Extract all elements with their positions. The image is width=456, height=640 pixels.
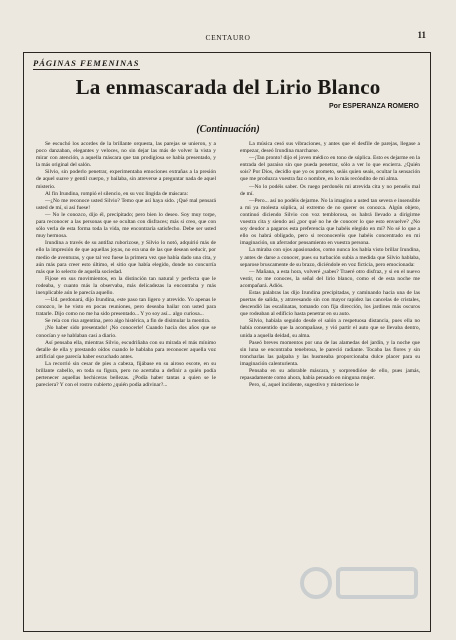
- paragraph: La música cesó sus vibraciones, y antes que el desfile de parejas, llegase a empezar, deseó Irundina marcharse.: [240, 141, 420, 155]
- paragraph: Pensaba en su adorable máscara, y sorprendióse de ello, pues jamás, repasadamente como ahora, había pensado en ninguna mujer.: [240, 368, 420, 382]
- paragraph: Fijose en sus movimientos, en la distinción tan natural y perfecta que le rodeaba, y cuanto más la observaba, más delicadezas la encontraba y más inexplicable aún le parecía aquello.: [36, 275, 216, 296]
- paragraph: —No lo podéis saber. Os ruego perdonéis mi atrevida cita y no penséis mal de mí.: [240, 183, 420, 197]
- paragraph: — No le conozco, dijo él, precipitado; pero bien lo deseo. Soy muy torpe, para reconocer a las personas que se ocultan con disfraces; más si creo, que con sólo verla de esta forma toda la vida, me encontraría satisfecho. Debe ser usted muy hermosa.: [36, 211, 216, 240]
- article-byline: Por ESPERANZA ROMERO: [329, 103, 419, 110]
- paragraph: —¡Tan pronto! dijo el joven médico en tono de súplica. Esto es dejarme en la entrada del paraíso sin que pueda penetrar, sólo a ver lo que encierra. ¿Quién sois? Por Dios, decidlo que yo os prometo, seáis quien seais, ocultar la sensación que me produzca vuestra faz o nombre, en lo más recóndito de mi alma.: [240, 155, 420, 183]
- paragraph: —Pero... así no podéis dejarme. No la imagino a usted tan severa e insensible a mi ya molesta súplica, al extremo de no querer os conozca. Algún objeto, continuó diciendo Silvio con voz temblorosa, os habrá llevado a dirigirme vuestra cita y siendo así ¿por qué no he de conocer lo que esto envuelve? ¿No soy deudor a pagaros esta preferencia que habéis elegido en mí? No sé lo que a ello os habrá obligado, pero si reconoceréis que habéis concentrado en mi imaginación, un aferrador pensamiento en vuestra persona.: [240, 197, 420, 247]
- paragraph: Estas palabras las dijo Irundina precipitadas, y caminando hacia una de las puertas de salida, y atravesando sin con mayor rapidez las cancelas de cristales, descendió las escalinatas, tomando con fija dirección, los jardines más oscuros que rodeaban al edificio hasta penetrar en su auto.: [240, 289, 420, 318]
- paragraph: — Mañana, a esta hora, volveré ¿sabes? Traeré otro disfraz, y si en el nuevo vestir, no me conoces, la señal del lirio blanco, como el de esta noche me acompañará. Adiós.: [240, 268, 420, 289]
- paragraph: Se escuchó los acordes de la brillante orquesta, las parejas se unieron, y a poco danzaban, elegantes y veloces, no sin dejar las más de volver la vista y mirar con atención, a aquella máscara que tan prodigiosa se había presentado, y la más original del salón.: [36, 141, 216, 169]
- section-label: PÁGINAS FEMENINAS: [33, 58, 140, 68]
- continued-label: (Continuación): [196, 124, 260, 135]
- page-number: 11: [417, 30, 426, 40]
- library-watermark-icon: [300, 555, 420, 610]
- article-title: La enmascarada del Lirio Blanco: [75, 75, 381, 99]
- paragraph: —¿No me reconoce usted Silvio? Temo que así haya sido. ¡Qué mal pensará usted de mí, si así fuese!: [36, 197, 216, 211]
- paragraph: Al fin Irundina, rompió el silencio, en su voz lingida de máscara:: [45, 190, 189, 197]
- magazine-running-head: CENTAURO: [205, 33, 251, 42]
- paragraph: ¡No haber sido presentado! ¡No conocerle! Cuando hacía dos años que se conocían y se hablaban casi a diario.: [36, 325, 216, 339]
- paragraph: Paseó breves momentos por una de las alamedas del jardín, y la noche que sin luna se encontraba tenebrosa, le pareció radiante. Tocaba las flores y sin troncharlas las palpaba y las husmeaba proporcionaba dulce placer para su imaginación calenturienta.: [240, 339, 420, 367]
- paragraph: Irundina a través de su antifaz ruborizose, y Silvio lo notó, adquirió más de ello la impresión de que aquellas joyas, no era una de las que desean seducir, por medio de aventuras, y que tal vez fuese la primera vez que había dado una cita, y aún más para creer esto último, el sitio que había elegido, donde no concurría más que lo selecto de aquella sociedad.: [36, 240, 216, 275]
- article-column-right: [240, 141, 420, 626]
- paragraph: La recorrió sin cesar de pies a cabeza, fijábase en su airoso escote, en su brillante cabello, en toda su figura, pero no acertaba a definir a quién podía pertenecer aquellas hechiceras bellezas. ¿Podía haber tantas a quien se le pareciera? Y con el rostro cubierto ¿quién podía adivinar?...: [36, 360, 216, 389]
- paragraph: La miraba con ojos apasionados, como nunca los había visto brillar Irundina, y antes de darse a conocer, pues su turbación subía a medida que Silvio hablaba, separose bruscamente de su brazo, diciéndole en voz ficticia, pero emocionada:: [240, 247, 420, 268]
- paragraph: Silvio, habíala seguido desde el salón a respetuosa distancia, pues ella no había consentido que la acompañase, y vió partir el auto que se llevaba dentro, unida a aquella deidad, su alma.: [240, 318, 420, 339]
- paragraph: Se reía con risa argentina, pero algo histérica, a fin de disimular la mentira.: [45, 318, 211, 325]
- paragraph: Silvio, sin poderlo penetrar, experimentaba emociones extrañas a la presión de aquel suave y gentil cuerpo, y bailaba, sin atreverse a preguntar nada de aquel misterio.: [36, 169, 216, 190]
- paragraph: Así pensaba ella, mientras Silvio, escudriñaba con su mirada el más mínimo detalle de ella y prestando oídos cuando le hablaba para reconocer aquella voz artificial que parecía haber escuchado antes.: [36, 339, 216, 360]
- paragraph: —Ud. perdonará, dijo Irundina, este paso tan ligero y atrevido. Yo apenas le conozco, le he visto en pocas reuniones, pero deseaba bailar con usted para tratarle. Dijo como no me ha sido presentado... Y yo soy así... algo curiosa...: [36, 297, 216, 318]
- paragraph: Pero, sí, aquel incidente, sugestivo y misterioso le: [249, 382, 359, 389]
- article-column-left: [36, 141, 216, 626]
